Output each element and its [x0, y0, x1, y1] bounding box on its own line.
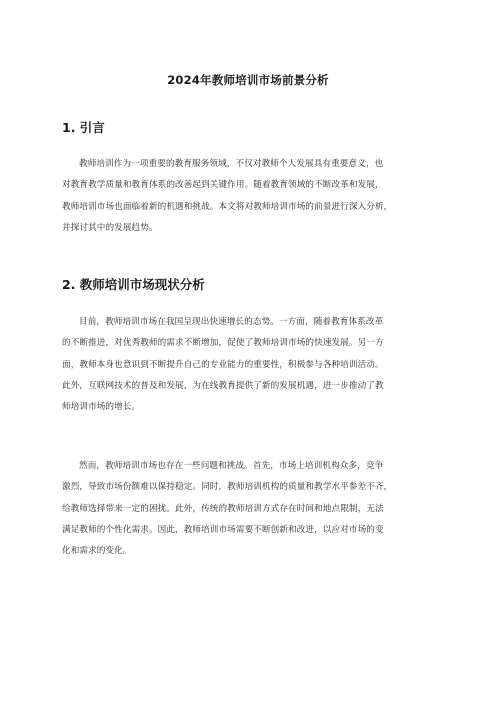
text-line: 此外，互联网技术的普及和发展，为在线教育提供了新的发展机遇，进一步推动了教 [62, 380, 384, 391]
text-line: 满足教师的个性化需求。因此，教师培训市场需要不断创新和改进，以应对市场的变 [62, 524, 384, 535]
text-line: 的不断推进，对优秀教师的需求不断增加，促使了教师培训市场的快速发展。另一方 [62, 338, 384, 349]
text-line: 激烈，导致市场份额难以保持稳定。同时，教师培训机构的质量和教学水平参差不齐， [62, 482, 393, 493]
text-line: 对教育教学质量和教育体系的改善起到关键作用。随着教育领域的不断改革和发展， [62, 180, 384, 191]
section-heading-market-status: 2. 教师培训市场现状分析 [62, 277, 205, 292]
text-line: 给教师选择带来一定的困扰。此外，传统的教师培训方式存在时间和地点限制，无法 [62, 503, 384, 514]
text-line: 教师培训市场也面临着新的机遇和挑战。本文将对教师培训市场的前景进行深入分析， [62, 201, 393, 212]
section-heading-introduction: 1. 引言 [62, 120, 105, 135]
text-line: 师培训市场的增长。 [62, 402, 141, 413]
text-line: 并探讨其中的发展趋势。 [62, 222, 158, 233]
paragraph-introduction [62, 154, 442, 239]
paragraph-market-challenges [62, 456, 442, 562]
text-line: 然而，教师培训市场也存在一些问题和挑战。首先，市场上培训机构众多，竞争 [79, 461, 384, 471]
text-line: 面，教师本身也意识到不断提升自己的专业能力的重要性，积极参与各种培训活动。 [62, 359, 384, 370]
text-line: 化和需求的变化。 [62, 546, 132, 557]
document-title: 2024年教师培训市场前景分析 [167, 73, 329, 87]
text-line: 教师培训作为一项重要的教育服务领域，不仅对教师个人发展具有重要意义，也 [79, 159, 384, 169]
text-line: 目前，教师培训市场在我国呈现出快速增长的态势。一方面，随着教育体系改革 [79, 317, 384, 327]
paragraph-market-growth [62, 312, 442, 418]
